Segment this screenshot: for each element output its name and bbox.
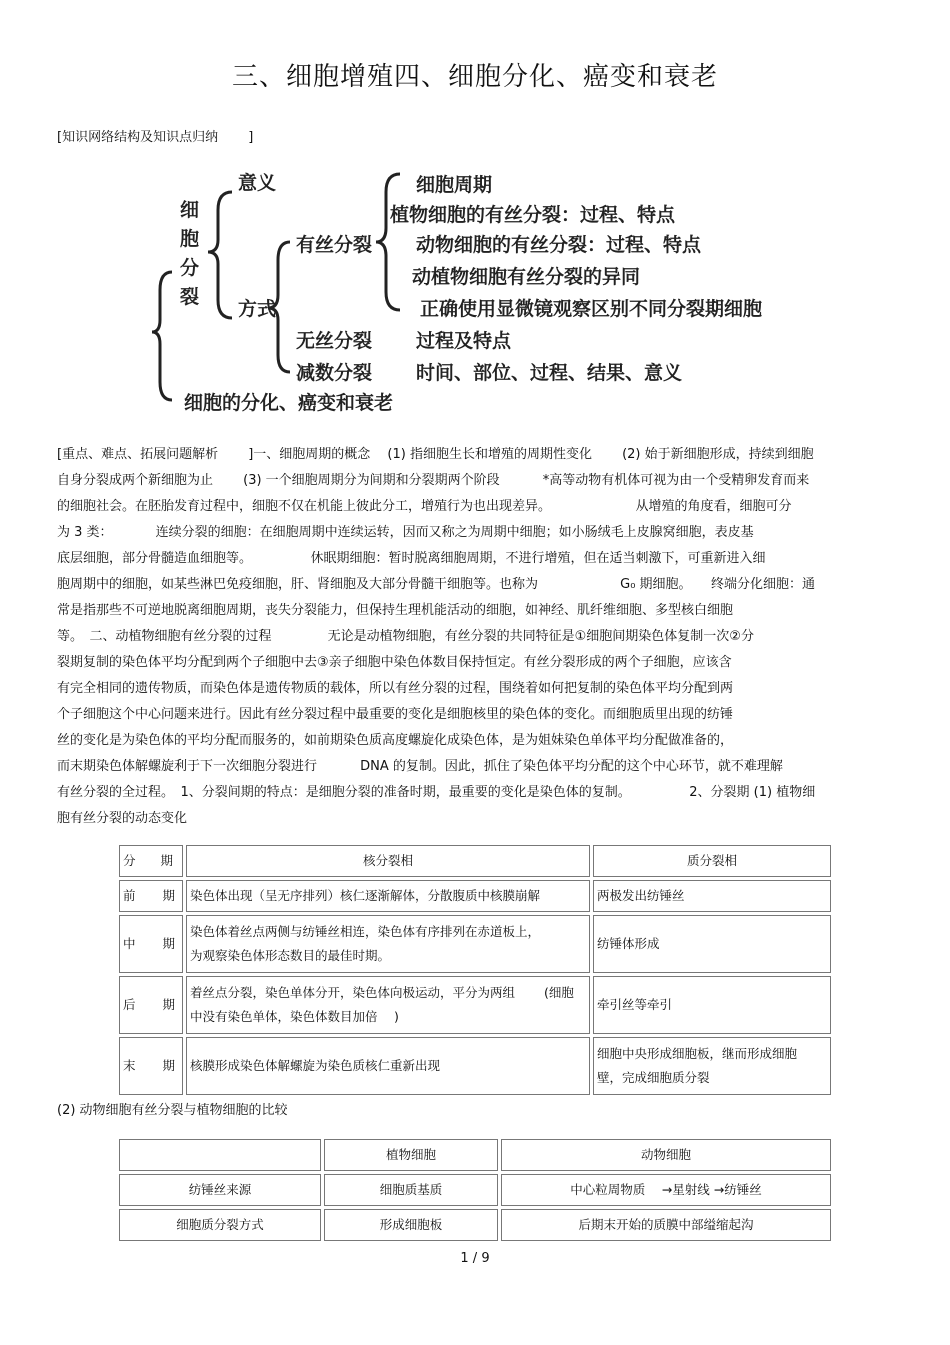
table-row	[119, 976, 831, 1034]
table2-caption: (2) 动物细胞有丝分裂与植物细胞的比较	[57, 1103, 288, 1118]
cyto-cell: 细胞中央形成细胞板，继而形成细胞 壁，完成细胞质分裂	[593, 1037, 831, 1095]
table-cell: 后期末开始的质膜中部缢缩起沟	[501, 1209, 831, 1241]
body-line: 而末期染色体解螺旋利于下一次细胞分裂进行 DNA 的复制。因此，抓住了染色体平均分配的这个中心环节，就不难理解	[57, 759, 783, 774]
body-line: 自身分裂成两个新细胞为止 (3) 一个细胞周期分为间期和分裂期两个阶段 *高等动物有机体可视为由一个受精卵发育而来	[57, 473, 810, 488]
body-line: 等。 二、动植物细胞有丝分裂的过程 无论是动植物细胞，有丝分裂的共同特征是①细胞间期染色体复制一次②分	[57, 629, 754, 644]
body-line: 个子细胞这个中心问题来进行。因此有丝分裂过程中最重要的变化是细胞核里的染色体的变化。而细胞质里出现的纺锤	[57, 707, 734, 722]
diagram-mitosis-item: 细胞周期	[416, 174, 493, 196]
knowledge-network-diagram	[150, 160, 830, 420]
mitosis-phase-table	[116, 842, 834, 1098]
diagram-mitosis-item: 植物细胞的有丝分裂：过程、特点	[390, 204, 676, 226]
diagram-meaning: 意义	[238, 172, 277, 194]
period-cell: 前 期	[119, 880, 183, 912]
body-line: 的细胞社会。在胚胎发育过程中，细胞不仅在机能上彼此分工，增殖行为也出现差异。 从增殖的角度看，细胞可分	[57, 499, 792, 514]
table-header-row	[119, 845, 831, 877]
period-cell: 后 期	[119, 976, 183, 1034]
body-line: 胞周期中的细胞，如某些淋巴免疫细胞，肝、肾细胞及大部分骨髓干细胞等。也称为 G₀ 期细胞。 终端分化细胞：通	[57, 577, 816, 592]
page-number: 1 / 9	[460, 1251, 490, 1266]
brace-mitosis	[376, 174, 400, 310]
table-row	[119, 915, 831, 973]
diagram-meiosis-item: 时间、部位、过程、结果、意义	[416, 362, 683, 384]
plant-animal-comparison-table	[116, 1136, 834, 1244]
table-row	[119, 1174, 831, 1206]
body-line: 为 3 类： 连续分裂的细胞：在细胞周期中连续运转，因而又称之为周期中细胞；如小肠绒毛上皮腺窝细胞，表皮基	[57, 525, 754, 540]
table-cell: 形成细胞板	[324, 1209, 498, 1241]
table-header-cell: 质分裂相	[593, 845, 831, 877]
page-title: 三、细胞增殖四、细胞分化、癌变和衰老	[231, 62, 718, 92]
table-header-cell	[119, 1139, 321, 1171]
body-line: 丝的变化是为染色体的平均分配而服务的，如前期染色质高度螺旋化成染色体，是为姐妹染色单体平均分配做准备的，	[57, 733, 734, 748]
diagram-root: 细胞分裂	[180, 199, 200, 308]
period-cell: 中 期	[119, 915, 183, 973]
table-cell: 中心粒周物质 →星射线 →纺锤丝	[501, 1174, 831, 1206]
table-header-cell: 核分裂相	[186, 845, 590, 877]
table-row	[119, 1209, 831, 1241]
diagram-meiosis: 减数分裂	[296, 362, 373, 384]
table-row	[119, 1037, 831, 1095]
diagram-amitosis: 无丝分裂	[296, 330, 373, 352]
body-line: 有完全相同的遗传物质，而染色体是遗传物质的载体，所以有丝分裂的过程，围绕着如何把复制的染色体平均分配到两	[57, 681, 734, 696]
cyto-cell: 牵引丝等牵引	[593, 976, 831, 1034]
brace-division	[208, 192, 232, 318]
body-line: 胞有丝分裂的动态变化	[57, 811, 188, 826]
body-line: 有丝分裂的全过程。 1、分裂间期的特点：是细胞分裂的准备时期，最重要的变化是染色体的复制。 2、分裂期 (1) 植物细	[57, 785, 816, 800]
nuclear-cell: 着丝点分裂，染色单体分开，染色体向极运动，平分为两组 (细胞 中没有染色单体，染色体数目加倍 )	[186, 976, 590, 1034]
table-header-row	[119, 1139, 831, 1171]
nuclear-cell: 染色体着丝点两侧与纺锤丝相连，染色体有序排列在赤道板上， 为观察染色体形态数目的最佳时期。	[186, 915, 590, 973]
cyto-cell: 纺锤体形成	[593, 915, 831, 973]
diagram-mitosis-item: 正确使用显微镜观察区别不同分裂期细胞	[420, 298, 763, 320]
body-line: [重点、难点、拓展问题解析 ]一、细胞周期的概念 (1) 指细胞生长和增殖的周期性变化 (2) 始于新细胞形成，持续到细胞	[57, 447, 814, 462]
body-line: 常是指那些不可逆地脱离细胞周期，丧失分裂能力，但保持生理机能活动的细胞，如神经、肌纤维细胞、多型核白细胞	[57, 603, 734, 618]
period-cell: 末 期	[119, 1037, 183, 1095]
body-line: 底层细胞，部分骨髓造血细胞等。 休眠期细胞：暂时脱离细胞周期，不进行增殖，但在适当刺激下，可重新进入细	[57, 551, 766, 566]
diagram-mitosis-item: 动植物细胞有丝分裂的异同	[412, 266, 641, 288]
table-header-cell: 分 期	[119, 845, 183, 877]
diagram-bottom: 细胞的分化、癌变和衰老	[184, 392, 394, 414]
table-row	[119, 880, 831, 912]
section-heading: [知识网络结构及知识点归纳 ]	[57, 130, 254, 145]
diagram-mitosis: 有丝分裂	[296, 234, 373, 256]
nuclear-cell: 染色体出现（呈无序排列）核仁逐渐解体，分散腹质中核膜崩解	[186, 880, 590, 912]
nuclear-cell: 核膜形成染色体解螺旋为染色质核仁重新出现	[186, 1037, 590, 1095]
table-header-cell: 植物细胞	[324, 1139, 498, 1171]
diagram-method: 方式	[238, 298, 277, 320]
table-cell: 纺锤丝来源	[119, 1174, 321, 1206]
table-cell: 细胞质分裂方式	[119, 1209, 321, 1241]
table-header-cell: 动物细胞	[501, 1139, 831, 1171]
table-cell: 细胞质基质	[324, 1174, 498, 1206]
brace-outer	[152, 272, 172, 400]
cyto-cell: 两极发出纺锤丝	[593, 880, 831, 912]
body-line: 裂期复制的染色体平均分配到两个子细胞中去③亲子细胞中染色体数目保持恒定。有丝分裂形成的两个子细胞，应该含	[57, 655, 732, 670]
diagram-mitosis-item: 动物细胞的有丝分裂：过程、特点	[416, 234, 702, 256]
diagram-amitosis-item: 过程及特点	[416, 330, 512, 352]
body-paragraph	[57, 442, 897, 832]
